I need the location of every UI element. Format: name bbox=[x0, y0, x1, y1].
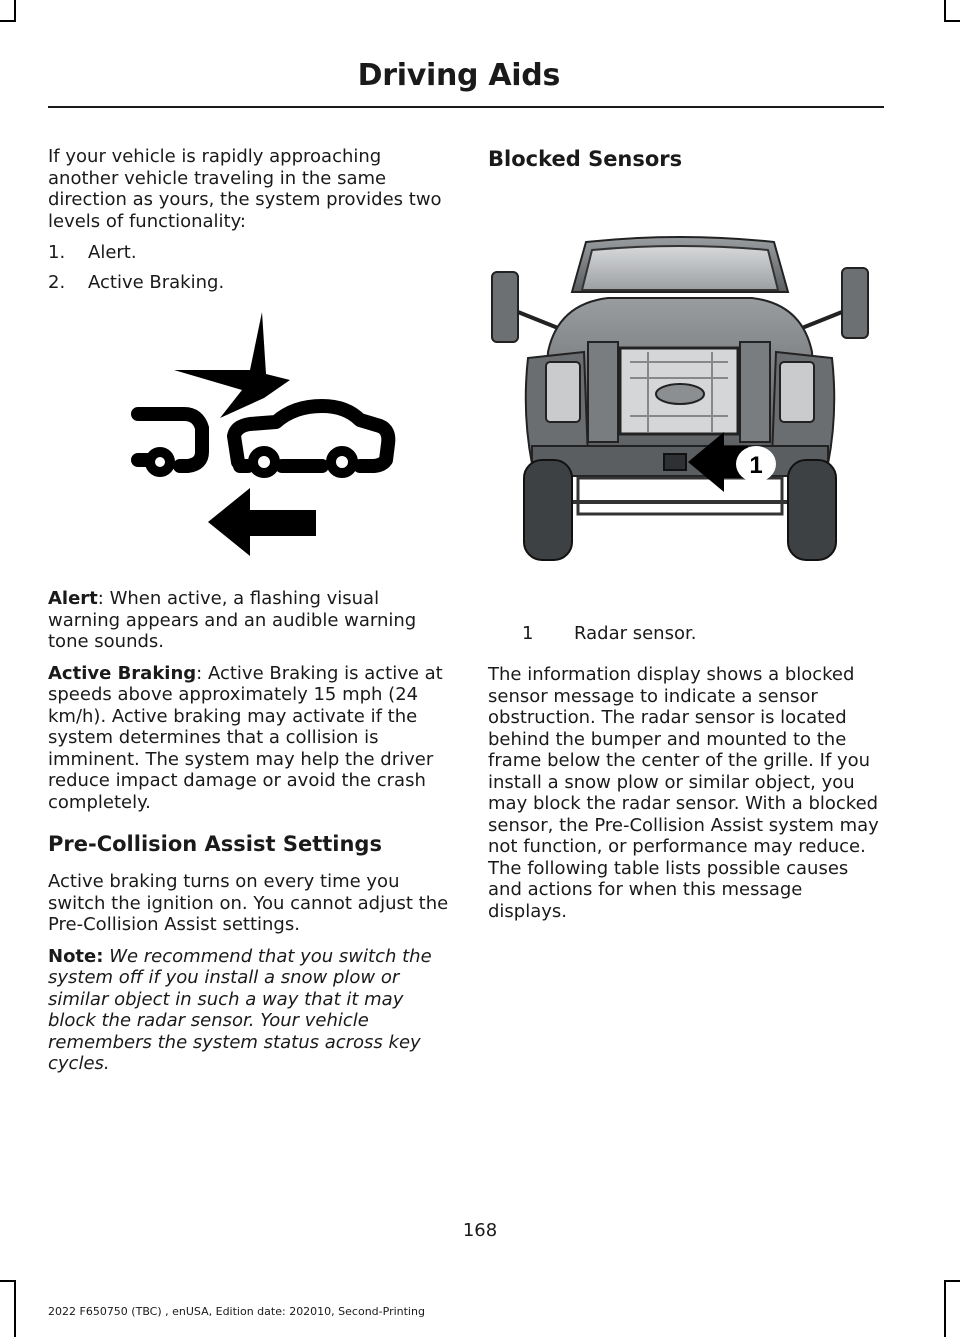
active-braking-text: : Active Braking is active at speeds above approximately 15 mph (24 km/h). Active braking may activate if the system determines that a collision is imminent. The system may help the driver reduce impact damage or avoid the crash completely. bbox=[48, 662, 443, 813]
crop-mark-top-right-h bbox=[944, 20, 960, 22]
footer-edition-info: 2022 F650750 (TBC) , enUSA, Edition date: 202010, Second-Printing bbox=[48, 1305, 425, 1318]
note-text: We recommend that you switch the system off if you install a snow plow or similar object in such a way that it may block the radar sensor. Your vehicle remembers the system status across key cycles. bbox=[48, 945, 432, 1074]
intro-paragraph: If your vehicle is rapidly approaching another vehicle traveling in the same direction as yours, the system provides two levels of functionality: bbox=[48, 146, 442, 232]
figure-legend-row bbox=[522, 623, 696, 645]
left-column bbox=[48, 146, 453, 1085]
list-item-number: 2. bbox=[48, 271, 66, 293]
list-item-text: Active Braking. bbox=[88, 271, 225, 293]
blocked-sensors-heading: Blocked Sensors bbox=[488, 147, 683, 171]
active-braking-label: Active Braking bbox=[48, 662, 197, 684]
crop-mark-bottom-right-h bbox=[944, 1280, 960, 1282]
header-divider bbox=[48, 106, 884, 108]
right-headlight bbox=[780, 362, 814, 422]
truck-front-illustration bbox=[488, 232, 872, 562]
grille-surround-right bbox=[740, 342, 770, 442]
list-item bbox=[48, 242, 453, 264]
page-title: Driving Aids bbox=[357, 58, 560, 93]
list-item-text: Alert. bbox=[88, 242, 137, 263]
blocked-sensor-paragraph: The information display shows a blocked sensor message to indicate a sensor obstruction. The radar sensor is located behind the bumper and mounted to the frame below the center of the grille. If you install a snow plow or similar object, you may block the radar sensor. With a blocked sensor, the Pre-Collision Assist system may not function, or performance may reduce. The following table lists possible causes and actions for when this message displays. bbox=[488, 664, 879, 922]
right-mirror bbox=[842, 268, 868, 338]
rear-car-wheel-icon bbox=[150, 452, 170, 472]
active-braking-paragraph bbox=[48, 663, 453, 814]
left-mirror bbox=[492, 272, 518, 342]
crop-mark-top-left-v bbox=[14, 0, 16, 22]
left-headlight bbox=[546, 362, 580, 422]
settings-paragraph: Active braking turns on every time you switch the ignition on. You cannot adjust the Pre-Collision Assist settings. bbox=[48, 871, 449, 935]
list-item bbox=[48, 272, 453, 294]
windshield bbox=[582, 246, 778, 290]
alert-label: Alert bbox=[48, 588, 98, 609]
right-tire bbox=[788, 460, 836, 560]
crop-mark-bottom-left-h bbox=[0, 1280, 16, 1282]
alert-paragraph bbox=[48, 588, 453, 653]
alert-text: : When active, a flashing visual warning appears and an audible warning tone sounds. bbox=[48, 588, 417, 652]
grille-emblem bbox=[656, 384, 704, 404]
front-car-wheel-front-icon bbox=[331, 451, 353, 473]
chassis-frame bbox=[578, 478, 782, 514]
legend-text: Radar sensor. bbox=[574, 623, 697, 644]
front-car-wheel-rear-icon bbox=[253, 451, 275, 473]
crop-mark-top-left-h bbox=[0, 20, 16, 22]
right-column bbox=[488, 146, 888, 186]
page-number: 168 bbox=[462, 1220, 498, 1241]
crop-mark-top-right-v bbox=[944, 0, 946, 22]
figure-callout-number: 1 bbox=[749, 452, 763, 479]
crop-mark-bottom-right-v bbox=[944, 1280, 946, 1337]
radar-sensor bbox=[664, 454, 686, 470]
collision-star-icon bbox=[174, 312, 290, 418]
pre-collision-warning-icon bbox=[130, 310, 400, 560]
legend-number: 1 bbox=[522, 623, 534, 644]
grille-surround-left bbox=[588, 342, 618, 442]
list-item-number: 1. bbox=[48, 242, 66, 263]
note-label: Note: bbox=[48, 945, 104, 967]
left-tire bbox=[524, 460, 572, 560]
functionality-list bbox=[48, 242, 453, 293]
left-arrow-icon bbox=[208, 488, 316, 556]
settings-heading: Pre-Collision Assist Settings bbox=[48, 832, 382, 856]
crop-mark-bottom-left-v bbox=[14, 1280, 16, 1337]
note-paragraph bbox=[48, 946, 453, 1075]
